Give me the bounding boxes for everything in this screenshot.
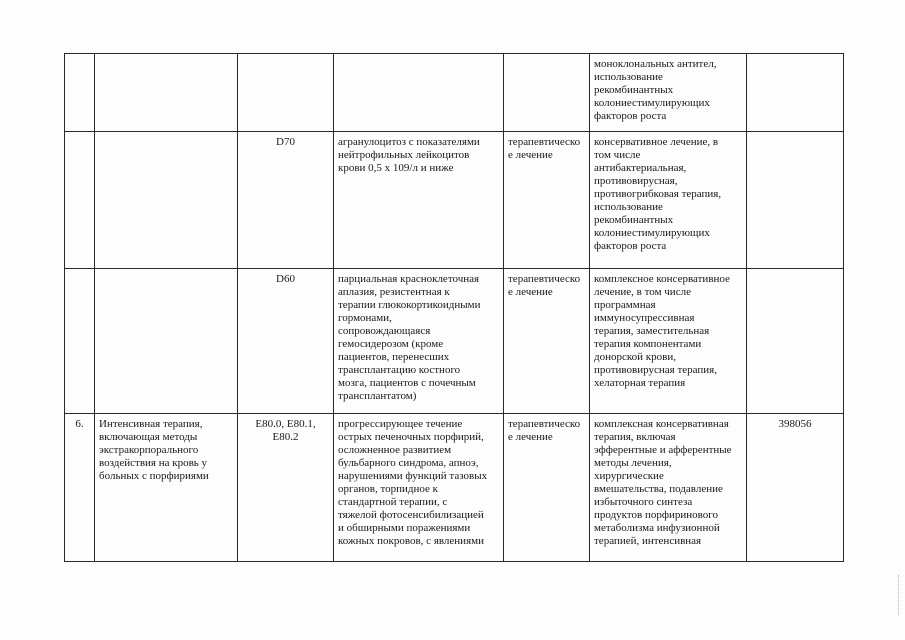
- row-number-cell: [65, 132, 95, 269]
- treatment-type-cell: [504, 54, 590, 132]
- icd-code-cell: D60: [238, 269, 334, 414]
- treatment-type-cell: терапевтическо е лечение: [504, 269, 590, 414]
- patient-model-cell: парциальная красноклеточная аплазия, резистентная к терапии глюкокортикоидными гормонами, сопровождающаяся гемосидерозом (кроме пациентов, перенесших трансплантацию костного мозга, пациентов с почечным трансплантатом): [334, 269, 504, 414]
- care-type-name-cell: [95, 54, 238, 132]
- treatment-method-cell: консервативное лечение, в том числе антибактериальная, противовирусная, противогрибковая терапия, использование рекомбинантных колониестимулирующих факторов роста: [590, 132, 747, 269]
- treatment-method-cell: комплексное консервативное лечение, в том числе программная иммуносупрессивная терапия, заместительная терапия компонентами донорской крови, противовирусная терапия, хелаторная терапия: [590, 269, 747, 414]
- icd-code-cell: [238, 54, 334, 132]
- icd-code-cell: D70: [238, 132, 334, 269]
- table-row: [65, 414, 844, 562]
- medical-care-table: [64, 53, 844, 562]
- treatment-type-cell: терапевтическо е лечение: [504, 414, 590, 562]
- table-row: [65, 54, 844, 132]
- row-number-cell: [65, 269, 95, 414]
- icd-code-cell: E80.0, E80.1, E80.2: [238, 414, 334, 562]
- row-number-cell: 6.: [65, 414, 95, 562]
- scan-artifact: [896, 575, 899, 615]
- patient-model-cell: [334, 54, 504, 132]
- patient-model-cell: агранулоцитоз с показателями нейтрофильных лейкоцитов крови 0,5 х 109/л и ниже: [334, 132, 504, 269]
- row-number-cell: [65, 54, 95, 132]
- cost-cell: [747, 269, 844, 414]
- cost-cell: [747, 132, 844, 269]
- care-type-name-cell: [95, 269, 238, 414]
- treatment-method-cell: комплексная консервативная терапия, включая эфферентные и афферентные методы лечения, хирургические вмешательства, подавление избыточного синтеза продуктов порфиринового метаболизма инфузионной терапией, интенсивная: [590, 414, 747, 562]
- treatment-method-cell: моноклональных антител, использование рекомбинантных колониестимулирующих факторов роста: [590, 54, 747, 132]
- care-type-name-cell: [95, 132, 238, 269]
- care-type-name-cell: Интенсивная терапия, включающая методы экстракорпорального воздействия на кровь у больных с порфириями: [95, 414, 238, 562]
- table-row: [65, 132, 844, 269]
- patient-model-cell: прогрессирующее течение острых печеночных порфирий, осложненное развитием бульбарного синдрома, апноэ, нарушениями функций тазовых органов, торпидное к стандартной терапии, с тяжелой фотосенсибилизацией и обширными поражениями кожных покровов, с явлениями: [334, 414, 504, 562]
- cost-cell: 398056: [747, 414, 844, 562]
- table-row: [65, 269, 844, 414]
- treatment-type-cell: терапевтическо е лечение: [504, 132, 590, 269]
- cost-cell: [747, 54, 844, 132]
